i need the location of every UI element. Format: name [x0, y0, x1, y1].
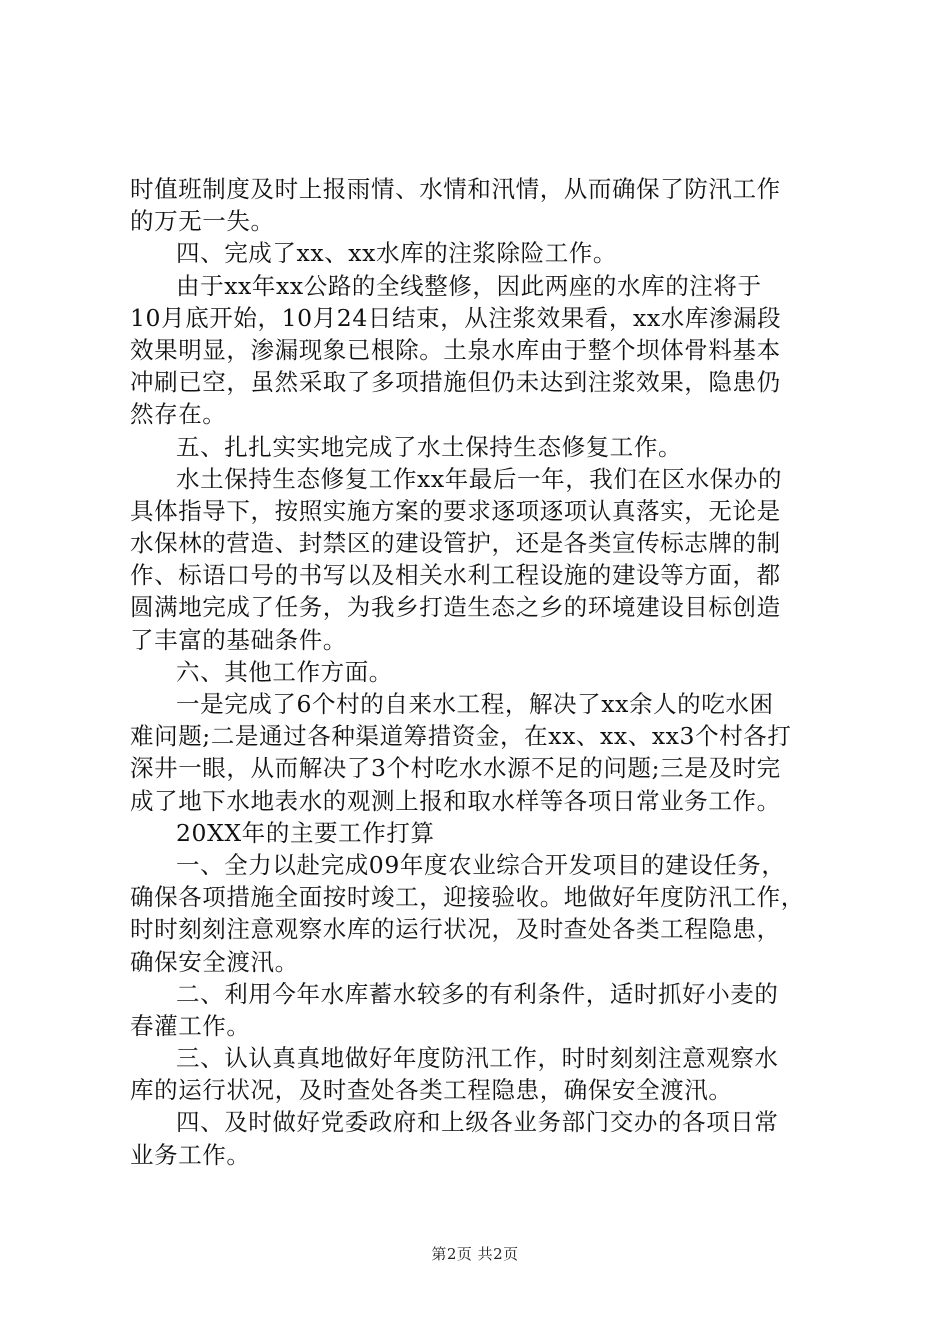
text-line: 了丰富的基础条件。	[130, 625, 347, 654]
text-line: 水土保持生态修复工作xx年最后一年，我们在区水保办的	[176, 464, 783, 493]
text-line: 三、认认真真地做好年度防汛工作，时时刻刻注意观察水	[176, 1044, 779, 1073]
text-line: 五、扎扎实实地完成了水土保持生态修复工作。	[176, 432, 683, 461]
text-line: 确保安全渡汛。	[130, 947, 299, 976]
text-line: 成了地下水地表水的观测上报和取水样等各项日常业务工作。	[130, 786, 781, 815]
text-line: 作、标语口号的书写以及相关水利工程设施的建设等方面，都	[130, 561, 781, 590]
text-line: 库的运行状况，及时查处各类工程隐患，确保安全渡汛。	[130, 1076, 733, 1105]
text-line: 确保各项措施全面按时竣工，迎接验收。地做好年度防汛工作，	[130, 883, 805, 912]
text-line: 圆满地完成了任务，为我乡打造生态之乡的环境建设目标创造	[130, 593, 781, 622]
text-line: 具体指导下，按照实施方案的要求逐项逐项认真落实，无论是	[130, 496, 781, 525]
text-line: 10月底开始，10月24日结束，从注浆效果看，xx水库渗漏段	[130, 303, 782, 332]
text-line: 效果明显，渗漏现象已根除。土泉水库由于整个坝体骨料基本	[130, 335, 781, 364]
text-line: 难问题;二是通过各种渠道筹措资金，在xx、xx、xx3个村各打	[130, 722, 792, 751]
text-line: 深井一眼，从而解决了3个村吃水水源不足的问题;三是及时完	[130, 754, 781, 783]
text-line: 二、利用今年水库蓄水较多的有利条件，适时抓好小麦的	[176, 979, 779, 1008]
text-line: 四、完成了xx、xx水库的注浆除险工作。	[176, 239, 618, 268]
text-line: 然存在。	[130, 400, 227, 429]
text-line: 业务工作。	[130, 1140, 251, 1169]
text-line: 由于xx年xx公路的全线整修，因此两座的水库的注将于	[176, 271, 762, 300]
text-line: 春灌工作。	[130, 1011, 251, 1040]
text-line: 四、及时做好党委政府和上级各业务部门交办的各项日常	[176, 1108, 779, 1137]
text-line: 水保林的营造、封禁区的建设管护，还是各类宣传标志牌的制	[130, 529, 781, 558]
document-body	[130, 173, 830, 1171]
text-line: 时时刻刻注意观察水库的运行状况，及时查处各类工程隐患，	[130, 915, 781, 944]
text-line: 的万无一失。	[130, 207, 275, 236]
text-line: 20XX年的主要工作打算	[176, 818, 435, 847]
text-line: 一、全力以赴完成09年度农业综合开发项目的建设任务，	[176, 850, 786, 879]
text-line: 一是完成了6个村的自来水工程，解决了xx余人的吃水困	[176, 690, 774, 718]
text-line: 时值班制度及时上报雨情、水情和汛情，从而确保了防汛工作	[130, 175, 781, 203]
text-line: 六、其他工作方面。	[176, 657, 393, 686]
page-number-footer: 第2页 共2页	[431, 1245, 519, 1263]
text-line: 冲刷已空，虽然采取了多项措施但仍未达到注浆效果，隐患仍	[130, 368, 781, 397]
